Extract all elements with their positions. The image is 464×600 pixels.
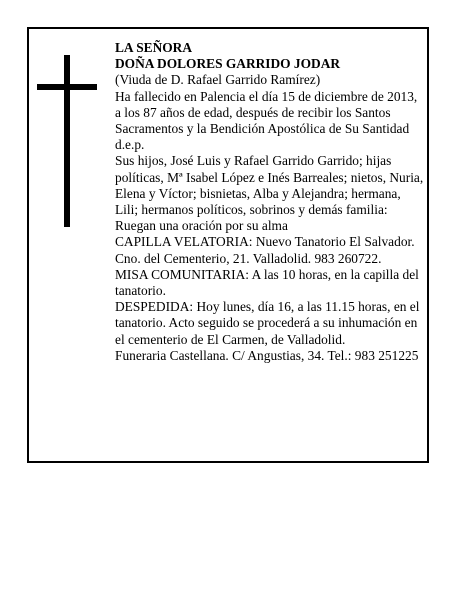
deceased-name: DOÑA DOLORES GARRIDO JODAR [115,56,341,72]
death-announcement: Ha fallecido en Palencia el día 15 de diciembre de 2013, a los 87 años de edad, después de recibir los Santos Sacramentos y la Bendición Apostólica de Su Santidad [115,88,418,137]
rip-line: d.e.p. [115,137,145,153]
obituary-text [115,40,425,364]
cross-icon [37,55,97,227]
obituary-notice [27,27,429,463]
chapel-info: CAPILLA VELATORIA: Nuevo Tanatorio El Salvador. Cno. del Cementerio, 21. Valladolid. 983 260722. [115,234,415,266]
cross-horizontal-bar [37,84,97,90]
family-list: Sus hijos, José Luis y Rafael Garrido Garrido; hijas políticas, Mª Isabel López e Inés Barreales; nietos, Nuria, Elena y Víctor; bisnietas, Alba y Alejandra; hermana, Lili; hermanos políticos, sobrinos y demás familia: [115,153,424,218]
prayer-request: Ruegan una oración por su alma [115,218,288,234]
widow-line: (Viuda de D. Rafael Garrido Ramírez) [115,72,321,88]
cross-vertical-bar [64,55,70,227]
notice-title: LA SEÑORA [115,40,193,55]
funeral-home-info: Funeraria Castellana. C/ Angustias, 34. Tel.: 983 251225 [115,347,419,363]
mass-info: MISA COMUNITARIA: A las 10 horas, en la capilla del tanatorio. [115,266,419,299]
farewell-info: DESPEDIDA: Hoy lunes, día 16, a las 11.15 horas, en el tanatorio. Acto seguido se procederá a su inhumación en el cementerio de El Carmen, de Valladolid. [115,299,420,347]
